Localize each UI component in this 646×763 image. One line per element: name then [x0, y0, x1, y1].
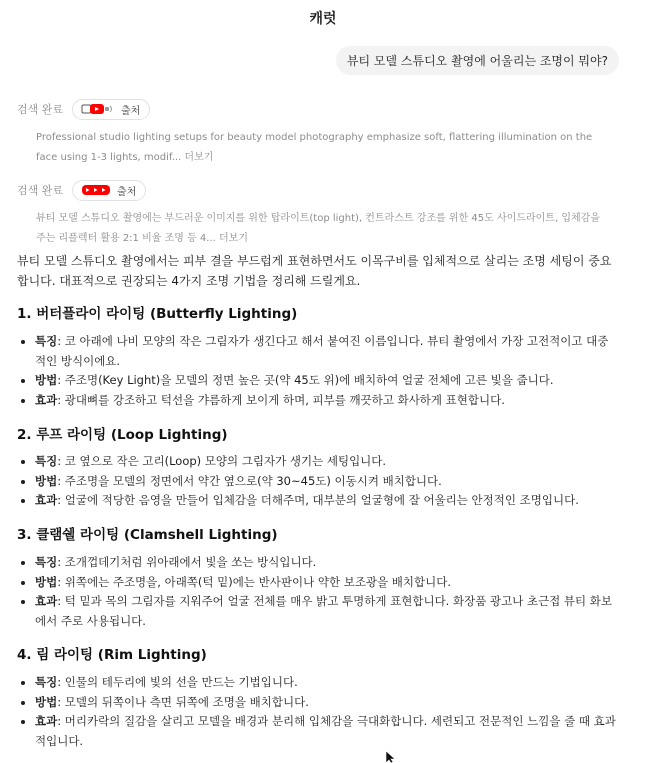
list-item: [17, 573, 617, 593]
bullet-text: : 위쪽에는 주조명을, 아래쪽(턱 밑)에는 반사판이나 약한 보조광을 배치합니다.: [57, 574, 451, 589]
source-icons: [81, 184, 111, 196]
list-item: [17, 452, 617, 472]
list-item: [17, 472, 617, 492]
bullet-list: [17, 553, 617, 631]
bullet-key: 방법: [35, 473, 58, 488]
section-heading: 3. 클램쉘 라이팅 (Clamshell Lighting): [17, 527, 278, 543]
list-item: [17, 391, 617, 411]
source-icons: [81, 103, 115, 115]
answer-intro: 뷰티 모델 스튜디오 촬영에서는 피부 결을 부드럽게 표현하면서도 이목구비를 입체적으로 살리는 조명 세팅이 중요합니다. 대표적으로 권장되는 4가지 조명 기법을 정리해 드릴게요.: [17, 254, 612, 288]
mouse-cursor-icon: [385, 751, 397, 763]
list-item: [17, 693, 617, 713]
search-status-label: 검색 완료: [17, 184, 64, 197]
search-result-block: [17, 180, 617, 249]
bullet-list: [17, 673, 617, 751]
bullet-list: [17, 452, 617, 511]
bullet-key: 효과: [35, 392, 58, 407]
sources-chip[interactable]: [72, 180, 146, 201]
youtube-icon: [81, 184, 111, 196]
bullet-key: 특징: [35, 454, 58, 468]
source-favicon-icon: [81, 103, 115, 115]
bullet-list: [17, 332, 617, 410]
search-summary[interactable]: 뷰티 모델 스튜디오 촬영에는 부드러운 이미지를 위한 탑라이트(top light), 컨트라스트 강조를 위한 45도 사이드라이트, 입체감을 주는 리플렉터 활용 2:1 비율 조명 등 4... 더보기: [36, 213, 600, 244]
bullet-key: 방법: [35, 373, 58, 387]
list-item: [17, 371, 617, 391]
search-result-block: [17, 99, 617, 168]
bullet-key: 효과: [35, 493, 58, 507]
bullet-key: 방법: [35, 574, 58, 589]
search-summary[interactable]: Professional studio lighting setups for beauty model photography emphasize soft, flattering illumination on the face using 1-3 lights, modif... 더보기: [36, 132, 593, 163]
sources-chip-label: 출처: [121, 105, 141, 117]
list-item: [17, 332, 617, 371]
bullet-text: : 조개껍데기처럼 위아래에서 빛을 쏘는 방식입니다.: [57, 555, 317, 569]
bullet-key: 방법: [35, 694, 58, 709]
bullet-key: 효과: [35, 714, 58, 728]
list-item: [17, 491, 617, 511]
bullet-text: : 광대뼈를 강조하고 턱선을 갸름하게 보이게 하며, 피부를 깨끗하고 화사하게 표현합니다.: [57, 392, 505, 407]
bullet-key: 특징: [35, 334, 58, 348]
section-heading: 4. 림 라이팅 (Rim Lighting): [17, 647, 207, 663]
bullet-text: : 인물의 테두리에 빛의 선을 만드는 기법입니다.: [57, 675, 298, 689]
bullet-text: : 모델의 뒤쪽이나 측면 뒤쪽에 조명을 배치합니다.: [57, 694, 309, 709]
bullet-text: : 코 옆으로 작은 고리(Loop) 모양의 그림자가 생기는 세팅입니다.: [57, 454, 387, 468]
chat-title: 캐럿: [309, 11, 337, 27]
bullet-key: 효과: [35, 594, 58, 608]
bullet-key: 특징: [35, 675, 58, 689]
user-message-bubble: 뷰티 모델 스튜디오 촬영에 어울리는 조명이 뭐야?: [336, 46, 619, 75]
search-status-label: 검색 완료: [17, 103, 64, 116]
bullet-text: : 코 아래에 나비 모양의 작은 그림자가 생긴다고 해서 붙여진 이름입니다. 뷰티 촬영에서 가장 고전적이고 대중적인 방식이에요.: [35, 334, 609, 368]
bullet-text: : 턱 밑과 목의 그림자를 지워주어 얼굴 전체를 매우 밝고 투명하게 표현합니다. 화장품 광고나 초근접 뷰티 화보에서 주로 사용됩니다.: [35, 594, 613, 628]
sources-chip-label: 출처: [117, 186, 137, 198]
sources-chip[interactable]: [72, 99, 150, 120]
bullet-text: : 얼굴에 적당한 음영을 만들어 입체감을 더해주며, 대부분의 얼굴형에 잘 어울리는 안정적인 조명입니다.: [57, 493, 579, 507]
section-heading: 2. 루프 라이팅 (Loop Lighting): [17, 427, 228, 443]
bullet-text: : 주조명(Key Light)을 모델의 정면 높은 곳(약 45도 위)에 배치하여 얼굴 전체에 고른 빛을 줍니다.: [57, 373, 554, 387]
bullet-text: : 머리카락의 질감을 살리고 모델을 배경과 분리해 입체감을 극대화합니다. 세련되고 전문적인 느낌을 줄 때 효과적입니다.: [35, 714, 616, 748]
bullet-key: 특징: [35, 555, 58, 569]
list-item: [17, 673, 617, 693]
bullet-text: : 주조명을 모델의 정면에서 약간 옆으로(약 30~45도) 이동시켜 배치합니다.: [57, 473, 442, 488]
list-item: [17, 712, 617, 751]
list-item: [17, 553, 617, 573]
list-item: [17, 592, 617, 631]
section-heading: 1. 버터플라이 라이팅 (Butterfly Lighting): [17, 306, 298, 322]
